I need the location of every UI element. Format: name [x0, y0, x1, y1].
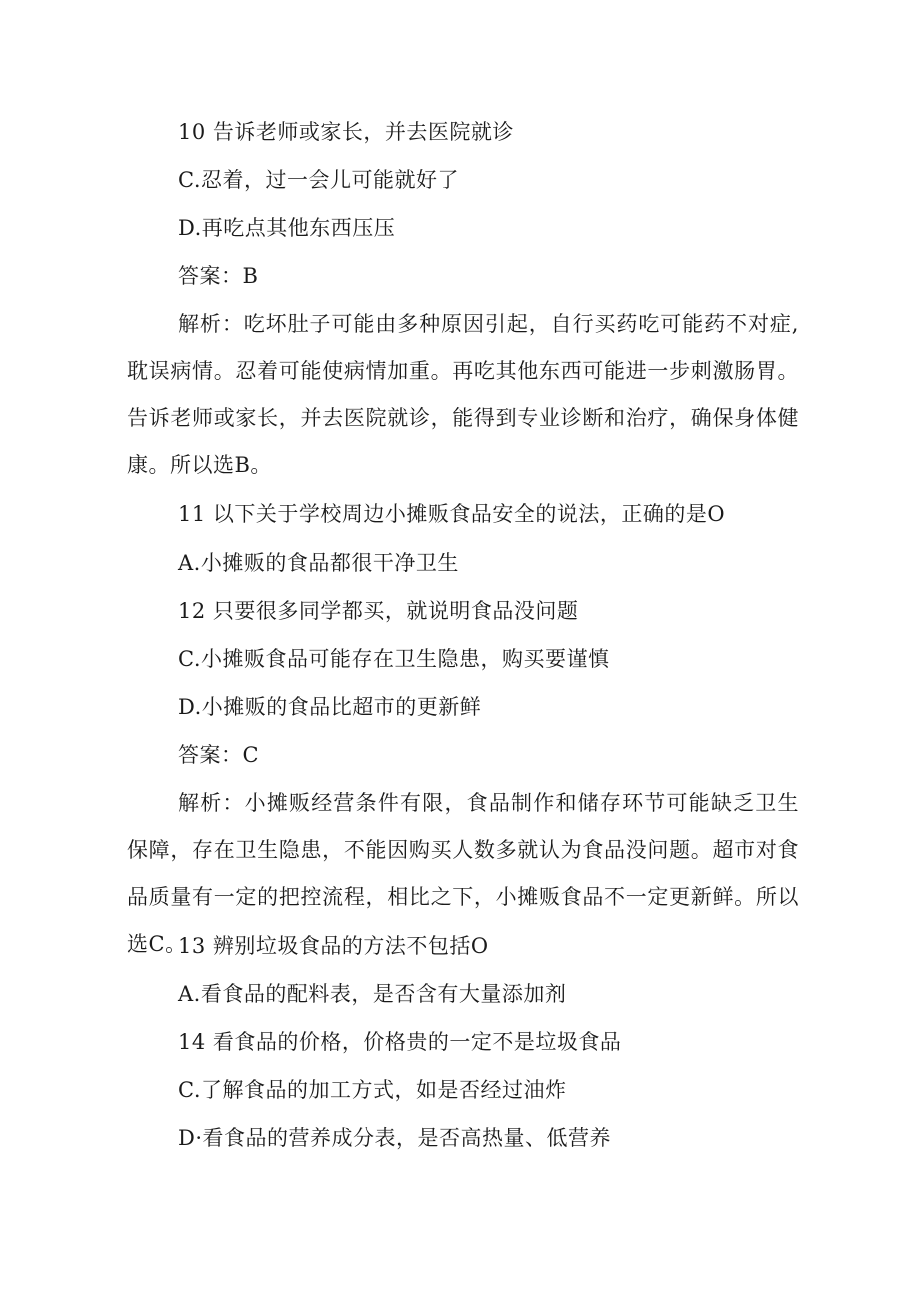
question-11-option-b: 12 只要很多同学都买，就说明食品没问题: [178, 599, 579, 623]
question-11-answer: 答案：C: [178, 743, 260, 767]
question-13-option-d: D·看食品的营养成分表，是否高热量、低营养: [178, 1126, 612, 1150]
question-11-option-c: C.小摊贩食品可能存在卫生隐患，购买要谨慎: [178, 647, 610, 671]
question-10-explanation: 解析：吃坏肚子可能由多种原因引起，自行买药吃可能药不对症,耽误病情。忍着可能使病情加重。再吃其他东西可能进一步刺激肠胃。告诉老师或家长，并去医院就诊，能得到专业诊断和治疗，确保身体健康。所以选B。: [127, 312, 799, 477]
question-10-answer: 答案：B: [178, 264, 259, 288]
question-10-option-d: D.再吃点其他东西压压: [178, 216, 396, 240]
question-13-option-a: A.看食品的配料表，是否含有大量添加剂: [178, 982, 567, 1006]
question-10-option-b: 10 告诉老师或家长，并去医院就诊: [178, 120, 514, 144]
question-13-option-b: 14 看食品的价格，价格贵的一定不是垃圾食品: [178, 1030, 622, 1054]
question-11-explanation: 解析：小摊贩经营条件有限，食品制作和储存环节可能缺乏卫生保障，存在卫生隐患，不能因购买人数多就认为食品没问题。超市对食品质量有一定的把控流程，相比之下，小摊贩食品不一定更新鲜。所以选C。: [127, 791, 799, 956]
question-11-option-d: D.小摊贩的食品比超市的更新鲜: [178, 695, 482, 719]
question-10-option-c: C.忍着，过一会儿可能就好了: [178, 168, 459, 192]
question-13-option-c: C.了解食品的加工方式，如是否经过油炸: [178, 1078, 567, 1102]
question-13-stem: 13 辨别垃圾食品的方法不包括O: [178, 934, 489, 958]
question-11-stem: 11 以下关于学校周边小摊贩食品安全的说法，正确的是O: [178, 502, 726, 526]
question-11-option-a: A.小摊贩的食品都很干净卫生: [178, 551, 459, 575]
